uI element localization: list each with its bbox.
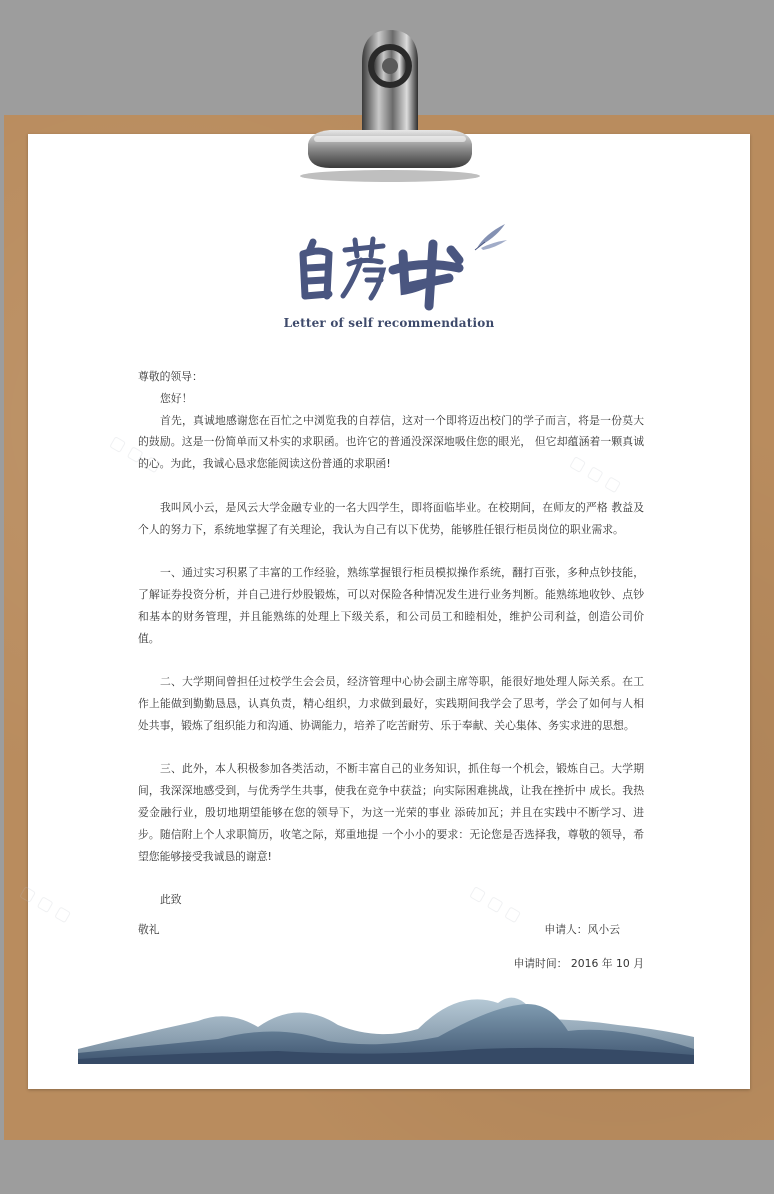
salutation: 尊敬的领导： [138, 370, 203, 383]
applicant-name: 申请人：风小云 [544, 922, 620, 936]
letter-body [138, 366, 644, 975]
signoff-row [138, 919, 644, 941]
paragraph-background: 我叫风小云，是风云大学金融专业的一名大四学生，即将面临毕业。在校期间，在师友的严格 教益及个人的努力下，系统地掌握了有关理论，我认为自己有以下优势，能够胜任银行柜员岗位的职业需求。 [138, 500, 644, 536]
watermark: ▢ ▢ ▢ [16, 881, 75, 926]
date-row [138, 953, 644, 975]
regards: 敬礼 [138, 922, 160, 936]
paragraph-intro: 首先，真诚地感谢您在百忙之中浏览我的自荐信，这对一个即将迈出校门的学子而言，将是一份莫大的鼓励。这是一份简单而又朴实的求职函。也许它的普通没深深地吸住您的眼光， 但它却蕴涵着一颗真诚的心。为此，我诚心恳求您能阅读这份普通的求职函! [138, 413, 644, 471]
mountain-landscape [78, 979, 694, 1064]
closing: 此致 [160, 893, 182, 907]
application-date: 申请时间： 2016 年 10 月 [513, 956, 644, 970]
butterfly-icon [471, 222, 511, 252]
logo-subtitle: Letter of self recommendation [283, 316, 495, 330]
watermark: ▢ ▢ ▢ [566, 451, 625, 496]
watermark: ▢ ▢ ▢ [466, 881, 525, 926]
calligraphy-title-logo [283, 234, 503, 314]
watermark: ▢ ▢ ▢ [106, 431, 165, 476]
binder-clip-icon [300, 26, 480, 176]
greeting: 您好！ [160, 391, 193, 405]
paragraph-student-union: 二、大学期间曾担任过校学生会会员，经济管理中心协会副主席等职，能很好地处理人际关系。在工作上能做到勤勤恳恳，认真负责，精心组织，力求做到最好，实践期间我学会了思考，学会了如何与人相处共事，锻炼了组织能力和沟通、协调能力，培养了吃苦耐劳、乐于奉献、关心集体、务实求进的思想。 [138, 675, 644, 732]
letter-paper [16, 134, 750, 1089]
paragraph-experience: 一、通过实习积累了丰富的工作经验，熟练掌握银行柜员模拟操作系统，翻打百张，多种点钞技能，了解证券投资分析，并自己进行炒股锻炼，可以对保险各种情况发生进行业务判断。能熟练地收钞、点钞和基本的财务管理，并且能熟练的处理上下级关系，和公司员工和睦相处，维护公司利益，创造公司价值。 [138, 566, 644, 645]
paragraph-activities: 三、此外，本人积极参加各类活动，不断丰富自己的业务知识，抓住每一个机会，锻炼自己。大学期间，我深深地感受到，与优秀学生共事，使我在竞争中获益；向实际困难挑战，让我在挫折中 成长。我热爱金融行业，殷切地期望能够在您的领导下，为这一光荣的事业 添砖加瓦；并且在实践中不断学习、进步。随信附上个人求职简历，收笔之际，郑重地提 一个小小的要求：无论您是否选择我，尊敬的领导，希望您能够接受我诚恳的谢意! [138, 762, 644, 863]
